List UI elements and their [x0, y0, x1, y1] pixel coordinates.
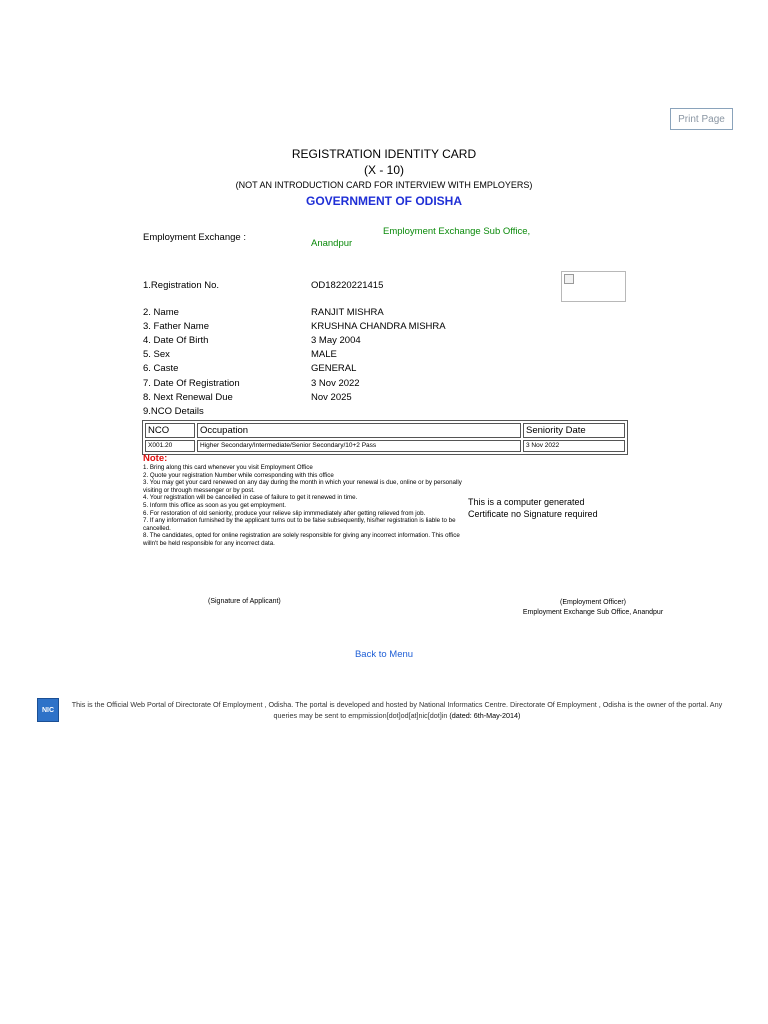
nco-section-label: 9.NCO Details [143, 406, 204, 417]
government-name: GOVERNMENT OF ODISHA [305, 194, 462, 208]
card-header [0, 146, 768, 210]
officer-signature-block [516, 598, 670, 618]
list-item: 8. The candidates, opted for online registration are solely responsible for giving any incorrect information. This office willn't be held responsible for any incorrect data. [143, 532, 460, 547]
footer-dated: (dated: 6th-May-2014) [449, 711, 521, 720]
broken-image-icon [564, 274, 574, 284]
table-row [145, 440, 625, 452]
officer-office-label: Employment Exchange Sub Office, Anandpur [522, 609, 664, 616]
notes-list [143, 464, 465, 548]
print-page-button[interactable]: Print Page [670, 108, 733, 130]
list-item: 7. If any information furnished by the applicant turns out to be false subsequently, his/her registration is liable to be cancelled. [143, 517, 456, 532]
footer-text [62, 699, 732, 721]
seniority-date-cell: 3 Nov 2022 [523, 440, 625, 452]
detail-label: 8. Next Renewal Due [143, 392, 233, 403]
detail-value: KRUSHNA CHANDRA MISHRA [311, 321, 446, 332]
list-item: 4. Your registration will be cancelled in case of failure to get it renewed in time. [143, 494, 358, 502]
detail-value: 3 Nov 2022 [311, 378, 360, 389]
footer-description: This is the Official Web Portal of Directorate Of Employment , Odisha. The portal is developed and hosted by National Informatics Centre. Directorate Of Employment , Odisha is the owner of the portal. Any queries may be sent to empmission[dot]od[at]nic[dot]in [71, 700, 723, 720]
list-item: 2. Quote your registration Number while corresponding with this office [143, 471, 334, 479]
detail-value: MALE [311, 349, 337, 360]
computer-generated-line2: Certificate no Signature required [468, 508, 598, 519]
form-code: (X - 10) [363, 163, 404, 177]
officer-signature-label: (Employment Officer) [560, 599, 626, 606]
registration-number: OD18220221415 [311, 280, 384, 291]
detail-value: 3 May 2004 [311, 335, 361, 346]
list-item: 5. Inform this office as soon as you get employment. [143, 501, 286, 509]
exchange-label: Employment Exchange : [143, 232, 246, 243]
detail-label: 2. Name [143, 307, 179, 318]
column-header-occupation: Occupation [197, 423, 521, 438]
table-header-row [145, 423, 625, 438]
back-to-menu-link[interactable]: Back to Menu [354, 649, 414, 660]
list-item: 1. Bring along this card whenever you visit Employment Office [143, 464, 313, 471]
detail-value: Nov 2025 [311, 392, 352, 403]
nic-logo-icon: NIC [37, 698, 59, 722]
detail-label: 5. Sex [143, 349, 170, 360]
nco-table [142, 420, 628, 455]
registration-label: 1.Registration No. [143, 280, 220, 291]
note-title: Note: [143, 453, 168, 464]
column-header-seniority-date: Seniority Date [523, 423, 625, 438]
detail-value: RANJIT MISHRA [311, 307, 384, 318]
applicant-signature-label: (Signature of Applicant) [208, 598, 281, 605]
computer-generated-line1: This is a computer generated [468, 497, 585, 507]
detail-label: 7. Date Of Registration [143, 378, 240, 389]
card-title: REGISTRATION IDENTITY CARD [291, 147, 477, 161]
detail-label: 4. Date Of Birth [143, 335, 209, 346]
applicant-photo [561, 271, 626, 302]
nco-code-cell: X001.20 [145, 440, 195, 452]
exchange-value-line2: Anandpur [311, 238, 353, 249]
list-item: 6. For restoration of old seniority, produce your relieve slip immmediately after getting relieved from job. [143, 509, 426, 517]
occupation-cell: Higher Secondary/Intermediate/Senior Secondary/10+2 Pass [197, 440, 521, 452]
detail-label: 3. Father Name [143, 321, 209, 332]
exchange-value-line1: Employment Exchange Sub Office, [383, 226, 531, 237]
detail-value: GENERAL [311, 363, 357, 374]
computer-generated-note [468, 497, 598, 520]
list-item: 3. You may get your card renewed on any day during the month in which your renewal is due, online or by personally visiting or through messenger or by post. [143, 479, 462, 494]
column-header-nco: NCO [145, 423, 195, 438]
detail-label: 6. Caste [143, 363, 179, 374]
card-disclaimer: (NOT AN INTRODUCTION CARD FOR INTERVIEW WITH EMPLOYERS) [235, 180, 533, 190]
